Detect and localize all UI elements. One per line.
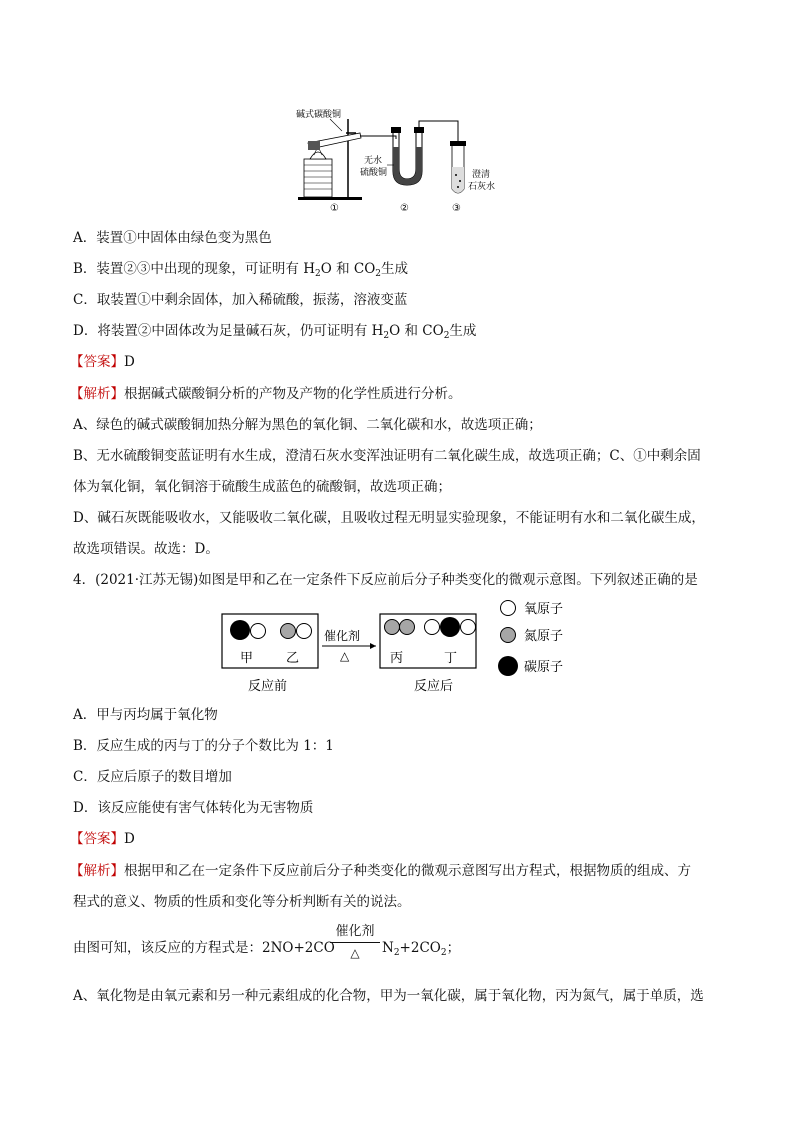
caption-after: 反应后 — [414, 679, 454, 694]
q4-equation: 由图可知，该反应的方程式是：2NO+2CO — [73, 940, 335, 956]
q3-option-c: C．取装置①中剩余固体，加入稀硫酸，振荡，溶液变蓝 — [73, 292, 408, 308]
q3-analysis-a: A、绿色的碱式碳酸铜加热分解为黑色的氧化铜、二氧化碳和水，故选项正确； — [73, 417, 542, 433]
caption-before: 反应前 — [248, 679, 288, 694]
q4-answer: 【答案】D — [70, 831, 135, 847]
apparatus-number-1: ① — [330, 203, 339, 214]
limewater-label-line1: 澄清 — [472, 170, 491, 180]
q3-option-a: A．装置①中固体由绿色变为黑色 — [73, 230, 272, 246]
legend-carbon-icon — [498, 656, 518, 676]
legend-nitrogen-icon — [501, 628, 516, 643]
bing-nitrogen-atom-1 — [385, 620, 400, 635]
apparatus-figure — [290, 103, 500, 215]
yi-oxygen-atom — [297, 624, 312, 639]
q4-option-d: D．该反应能使有害气体转化为无害物质 — [73, 800, 314, 816]
arrow-condition-top: 催化剂 — [324, 629, 361, 643]
label-ding: 丁 — [444, 651, 458, 666]
yi-nitrogen-atom — [281, 624, 296, 639]
q4-equation-products: $N_2+2CO_2$； — [382, 940, 461, 958]
limewater-label-line2: 石灰水 — [468, 182, 496, 192]
q3-analysis-d1: D、碱石灰既能吸收水，又能吸收二氧化碳，且吸收过程无明显实验现象，不能证明有水和二氧化碳生成， — [73, 510, 705, 526]
apparatus-number-3: ③ — [452, 203, 461, 214]
jia-carbon-atom — [230, 620, 250, 640]
drying-label-line2: 硫酸铜 — [360, 168, 388, 178]
apparatus-number-2: ② — [400, 203, 409, 214]
reaction-diagram — [218, 596, 588, 696]
q4-analysis-a: A、氧化物是由氧元素和另一种元素组成的化合物，甲为一氧化碳，属于氧化物，丙为氮气，属于单质，选 — [73, 988, 704, 1004]
q3-analysis-b1: B、无水硫酸铜变蓝证明有水生成，澄清石灰水变浑浊证明有二氧化碳生成，故选项正确；C、①中剩余固 — [73, 448, 701, 464]
legend-carbon-label: 碳原子 — [524, 660, 564, 675]
equation-condition-top: 催化剂 — [335, 924, 375, 939]
ding-oxygen-atom-1 — [425, 620, 440, 635]
label-bing: 丙 — [390, 651, 404, 666]
legend-oxygen-icon — [501, 601, 516, 616]
q3-answer: 【答案】D — [70, 354, 135, 370]
q3-option-d: D．将装置②中固体改为足量碱石灰，仍可证明有 $H_2O$ 和 $CO_2$生成 — [73, 323, 477, 341]
ding-oxygen-atom-2 — [461, 620, 476, 635]
ding-carbon-atom — [440, 617, 460, 637]
equation-condition — [330, 924, 380, 961]
jia-oxygen-atom — [251, 624, 266, 639]
label-jia: 甲 — [240, 651, 254, 666]
q3-option-b: B．装置②③中出现的现象，可证明有 $H_2O$ 和 $CO_2$生成 — [73, 261, 409, 279]
q3-analysis-b2: 体为氧化铜，氧化铜溶于硫酸生成蓝色的硫酸铜，故选项正确； — [73, 479, 451, 495]
q4-option-c: C．反应后原子的数目增加 — [73, 769, 232, 785]
equation-condition-bottom: △ — [350, 946, 360, 960]
q4-option-a: A．甲与丙均属于氧化物 — [73, 707, 218, 723]
q4-stem: 4．(2021·江苏无锡)如图是甲和乙在一定条件下反应前后分子种类变化的微观示意图。下列叙述正确的是 — [73, 572, 698, 588]
bing-nitrogen-atom-2 — [400, 620, 415, 635]
legend-oxygen-label: 氧原子 — [524, 602, 564, 617]
q4-option-b: B．反应生成的丙与丁的分子个数比为 1：1 — [73, 738, 334, 754]
q4-analysis-2: 程式的意义、物质的性质和变化等分析判断有关的说法。 — [73, 894, 411, 910]
q4-analysis-1: 【解析】根据甲和乙在一定条件下反应前后分子种类变化的微观示意图写出方程式，根据物质的组成、方 — [70, 863, 691, 879]
reagent-label: 碱式碳酸铜 — [296, 110, 342, 120]
legend-nitrogen-label: 氮原子 — [524, 629, 564, 644]
drying-label-line1: 无水 — [364, 156, 383, 166]
q3-analysis-d2: 故选项错误。故选：D。 — [73, 541, 219, 557]
label-yi: 乙 — [286, 651, 300, 666]
q3-analysis-intro: 【解析】根据碱式碳酸铜分析的产物及产物的化学性质进行分析。 — [70, 386, 462, 402]
arrow-condition-bottom: △ — [340, 649, 350, 663]
